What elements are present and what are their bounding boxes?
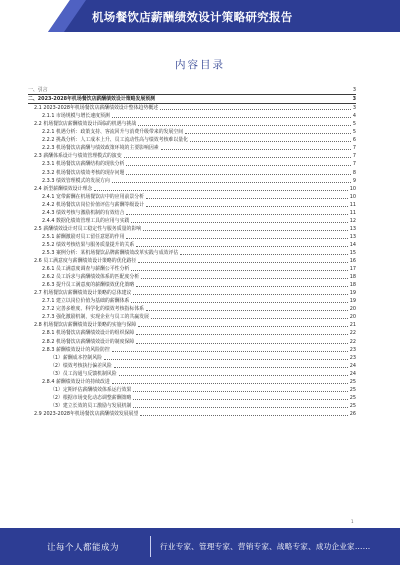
toc-leader-dots (133, 399, 347, 400)
toc-entry-title: 二、2023-2028年机场餐饮店薪酬绩效设计策略发展预测 (28, 96, 156, 103)
report-title: 机场餐饮店薪酬绩效设计策略研究报告 (92, 10, 293, 24)
toc-leader-dots (112, 182, 351, 183)
toc-entry-page: 6 (352, 137, 356, 144)
toc-entry-page: 15 (349, 249, 356, 256)
toc-entry-page: 14 (349, 241, 356, 248)
toc-entry-page: 10 (349, 185, 356, 192)
toc-entry[interactable] (28, 394, 356, 402)
toc-entry-title: 2.1 2023-2028年机场餐饮店薪酬绩效设计整体趋势概述 (34, 105, 159, 112)
toc-entry-page: 8 (352, 169, 356, 176)
toc-entry-title: 2.3.1 机场餐饮店薪酬结构的现状分析 (42, 161, 125, 168)
toc-entry[interactable] (28, 217, 356, 225)
toc-entry-page: 10 (349, 193, 356, 200)
toc-entry[interactable] (28, 152, 356, 160)
toc-entry-page: 13 (349, 225, 356, 232)
toc-entry-title: （1）薪酬成本控制风险 (50, 354, 103, 361)
toc-entry-page: 3 (352, 87, 356, 94)
toc-entry-title: 2.5 薪酬绩效设计对员工稳定性与服务质量的影响 (34, 225, 142, 232)
toc-entry[interactable] (28, 281, 356, 289)
toc-entry[interactable] (28, 177, 356, 185)
toc-leader-dots (190, 141, 351, 142)
toc-entry-title: 2.9 2023-2028年机场餐饮店薪酬绩效发展展望 (34, 410, 139, 417)
toc-leader-dots (131, 270, 347, 271)
toc-entry-page: 24 (349, 370, 356, 377)
toc-entry-title: 2.6.1 员工满意度调查与薪酬公平性分析 (42, 266, 130, 273)
toc-entry-page: 11 (349, 209, 356, 216)
toc-entry-title: （1）定期评估薪酬绩效体系运行效果 (50, 386, 132, 393)
toc-entry-page: 24 (349, 362, 356, 369)
toc-leader-dots (161, 149, 351, 150)
toc-entry[interactable] (28, 136, 356, 144)
toc-leader-dots (146, 310, 348, 311)
toc-leader-dots (160, 109, 351, 110)
toc-leader-dots (136, 343, 348, 344)
toc-entry-page: 7 (352, 161, 356, 168)
toc-entry-page: 16 (349, 258, 356, 265)
toc-leader-dots (138, 125, 351, 126)
toc-entry-title: 2.2 机场餐饮店薪酬绩效设计面临的机遇与挑战 (34, 121, 137, 128)
toc-entry-page: 4 (352, 113, 356, 120)
toc-leader-dots (133, 391, 347, 392)
toc-entry-title: 2.4.2 机场餐饮店岗位价值评估与薪酬等级设计 (42, 201, 145, 208)
toc-entry-page: 18 (349, 274, 356, 281)
toc-entry[interactable] (28, 273, 356, 281)
toc-leader-dots (180, 254, 347, 255)
toc-entry-title: 2.5.1 薪酬激励对员工留任意愿的作用 (42, 233, 125, 240)
toc-leader-dots (133, 407, 347, 408)
toc-entry[interactable] (28, 402, 356, 410)
toc-entry-title: 2.7.3 强化激励机制，实现企业与员工的共赢发展 (42, 314, 149, 321)
toc-entry-page: 9 (352, 177, 356, 184)
page-number: 1 (351, 519, 354, 524)
toc-leader-dots (104, 359, 348, 360)
toc-entry[interactable] (28, 321, 356, 329)
toc-entry-title: （2）绩效考核执行偏差风险 (50, 362, 112, 369)
toc-entry-title: 2.6.2 员工诉求与薪酬绩效体系的匹配度分析 (42, 274, 140, 281)
toc-leader-dots (143, 230, 348, 231)
toc-leader-dots (114, 367, 348, 368)
toc-leader-dots (146, 198, 348, 199)
toc-entry-title: 2.5.3 案例分析：某机场餐饮品牌薪酬绩效改革实践与成效评估 (42, 249, 179, 256)
toc-entry-title: 2.6 员工满意度与薪酬绩效设计策略的优化路径 (34, 258, 137, 265)
toc-leader-dots (112, 383, 348, 384)
toc-leader-dots (138, 262, 348, 263)
toc-leader-dots (112, 117, 351, 118)
toc-leader-dots (126, 165, 350, 166)
toc-entry[interactable] (28, 233, 356, 241)
toc-leader-dots (131, 222, 347, 223)
toc-entry-title: 2.4.4 数据化绩效管理工具的应用与实践 (42, 217, 130, 224)
toc-entry-title: （3）建立长效的员工激励与发展机制 (50, 402, 132, 409)
footer-slogan: 让每个人都能成为 (47, 543, 120, 553)
toc-entry-page: 13 (349, 233, 356, 240)
toc-entry[interactable] (28, 241, 356, 249)
toc-entry-page: 3 (352, 105, 356, 112)
toc-entry[interactable] (28, 209, 356, 217)
toc-entry-title: 2.8 机场餐饮店薪酬绩效设计策略的实施与保障 (34, 322, 137, 329)
toc-entry-title: 2.5.2 绩效考核结果与服务质量提升的关系 (42, 241, 135, 248)
footer-tagline: 行业专家、管理专家、营销专家、战略专家、成功企业家…… (160, 542, 371, 551)
toc-entry[interactable] (28, 329, 356, 337)
toc-leader-dots (126, 214, 347, 215)
toc-leader-dots (151, 318, 348, 319)
toc-leader-dots (94, 190, 348, 191)
toc-entry-page: 20 (349, 314, 356, 321)
toc-entry[interactable] (28, 201, 356, 209)
toc-leader-dots (131, 302, 347, 303)
toc-entry-page: 21 (349, 322, 356, 329)
toc-entry[interactable] (28, 337, 356, 345)
toc-entry-page: 20 (349, 306, 356, 313)
toc-entry[interactable] (28, 86, 356, 95)
toc-entry[interactable] (28, 378, 356, 386)
toc-entry-title: 2.7.1 建立以岗位价值为基础的薪酬体系 (42, 298, 130, 305)
toc-entry-title: 2.8.2 机场餐饮店薪酬绩效设计的制度保障 (42, 338, 135, 345)
toc-entry[interactable] (28, 354, 356, 362)
toc-entry-page: 25 (349, 394, 356, 401)
toc-entry[interactable] (28, 128, 356, 136)
toc-entry-title: 2.7.2 完善多维度、科学化的绩效考核指标体系 (42, 306, 145, 313)
toc-entry-title: （3）员工沟通与反馈机制风险 (50, 370, 117, 377)
toc-entry[interactable] (28, 370, 356, 378)
toc-entry-title: 2.4.3 绩效考核与激励机制的有效结合 (42, 209, 125, 216)
toc-entry-page: 5 (352, 129, 356, 136)
toc-entry-page: 7 (352, 153, 356, 160)
toc-entry-title: 2.3.3 绩效管理模式的发展方向 (42, 177, 110, 184)
toc-entry-page: 25 (349, 378, 356, 385)
toc-entry-page: 22 (349, 338, 356, 345)
toc-entry-title: 2.2.3 机场餐饮店薪酬与绩效政策环境的主要影响因素 (42, 145, 159, 152)
toc-leader-dots (133, 294, 347, 295)
toc-entry[interactable] (28, 305, 356, 313)
toc-entry-page: 12 (349, 217, 356, 224)
toc-entry[interactable] (28, 225, 356, 233)
toc-entry[interactable] (28, 104, 356, 112)
toc-entry-title: 2.8.3 薪酬绩效设计的风险防控 (42, 346, 110, 353)
footer-banner (0, 528, 400, 565)
toc-entry-page: 3 (352, 96, 356, 103)
toc-leader-dots (124, 157, 351, 158)
toc-entry[interactable] (28, 120, 356, 128)
toc-entry[interactable] (28, 168, 356, 176)
toc-entry[interactable] (28, 362, 356, 370)
toc-entry[interactable] (28, 297, 356, 305)
toc-entry-page: 26 (349, 410, 356, 417)
toc-entry-title: 2.2.2 挑战分析：人工成本上升、员工流动性高与绩效考核难以量化 (42, 137, 189, 144)
toc-entry-title: 2.7 机场餐饮店薪酬绩效设计策略的总体建议 (34, 290, 132, 297)
toc-entry[interactable] (28, 160, 356, 168)
toc-entry-page: 17 (349, 266, 356, 273)
toc-leader-dots (136, 334, 348, 335)
toc-entry[interactable] (28, 313, 356, 321)
toc-entry-title: 2.6.3 提升员工满意度的薪酬绩效优化策略 (42, 282, 135, 289)
toc-entry-title: 2.3.2 机场餐饮店绩效考核的现存问题 (42, 169, 125, 176)
toc-entry-title: 2.2.1 机遇分析：政策支持、客流回升与消费升级带来的发展空间 (42, 129, 184, 136)
toc-entry-title: 2.1.1 市场规模与增长速度预测 (42, 113, 110, 120)
toc-entry[interactable] (28, 95, 356, 104)
header-banner (0, 0, 400, 32)
toc-entry-title: （2）根据市场变化动态调整薪酬策略 (50, 394, 132, 401)
toc-entry-page: 19 (349, 290, 356, 297)
toc-entry-page: 25 (349, 386, 356, 393)
toc-entry-page: 22 (349, 330, 356, 337)
table-of-contents (28, 86, 356, 418)
toc-leader-dots (141, 278, 348, 279)
toc-entry-title: 2.8.1 机场餐饮店薪酬绩效设计的组织保障 (42, 330, 135, 337)
toc-entry[interactable] (28, 144, 356, 152)
toc-entry-title: 2.4.1 宽带薪酬在机场餐饮店中的应用前景分析 (42, 193, 145, 200)
toc-entry[interactable] (28, 185, 356, 193)
toc-entry-title: 2.4 新型薪酬绩效设计理念 (34, 185, 93, 192)
toc-leader-dots (146, 206, 348, 207)
toc-entry[interactable] (28, 112, 356, 120)
toc-entry-page: 5 (352, 121, 356, 128)
toc-leader-dots (112, 351, 348, 352)
toc-leader-dots (185, 133, 351, 134)
toc-entry-page: 23 (349, 354, 356, 361)
toc-entry-page: 18 (349, 282, 356, 289)
toc-leader-dots (119, 375, 348, 376)
toc-entry-page: 11 (349, 201, 356, 208)
toc-entry-title: 一、引言 (28, 87, 48, 94)
toc-entry[interactable] (28, 249, 356, 257)
footer-divider (150, 536, 151, 557)
toc-heading: 内容目录 (175, 59, 225, 71)
toc-leader-dots (140, 415, 347, 416)
toc-entry[interactable] (28, 410, 356, 418)
toc-leader-dots (126, 174, 350, 175)
toc-leader-dots (136, 286, 348, 287)
toc-entry[interactable] (28, 265, 356, 273)
toc-entry-title: 2.8.4 薪酬绩效设计的持续改进 (42, 378, 110, 385)
toc-entry-page: 7 (352, 145, 356, 152)
toc-entry-page: 25 (349, 402, 356, 409)
toc-entry-page: 23 (349, 346, 356, 353)
toc-entry-page: 19 (349, 298, 356, 305)
toc-leader-dots (138, 326, 348, 327)
toc-entry[interactable] (28, 346, 356, 354)
toc-entry[interactable] (28, 257, 356, 265)
toc-entry-title: 2.3 薪酬体系设计与绩效管理模式的演变 (34, 153, 122, 160)
toc-leader-dots (126, 238, 347, 239)
toc-entry[interactable] (28, 193, 356, 201)
toc-entry[interactable] (28, 289, 356, 297)
toc-entry[interactable] (28, 386, 356, 394)
toc-leader-dots (136, 246, 348, 247)
